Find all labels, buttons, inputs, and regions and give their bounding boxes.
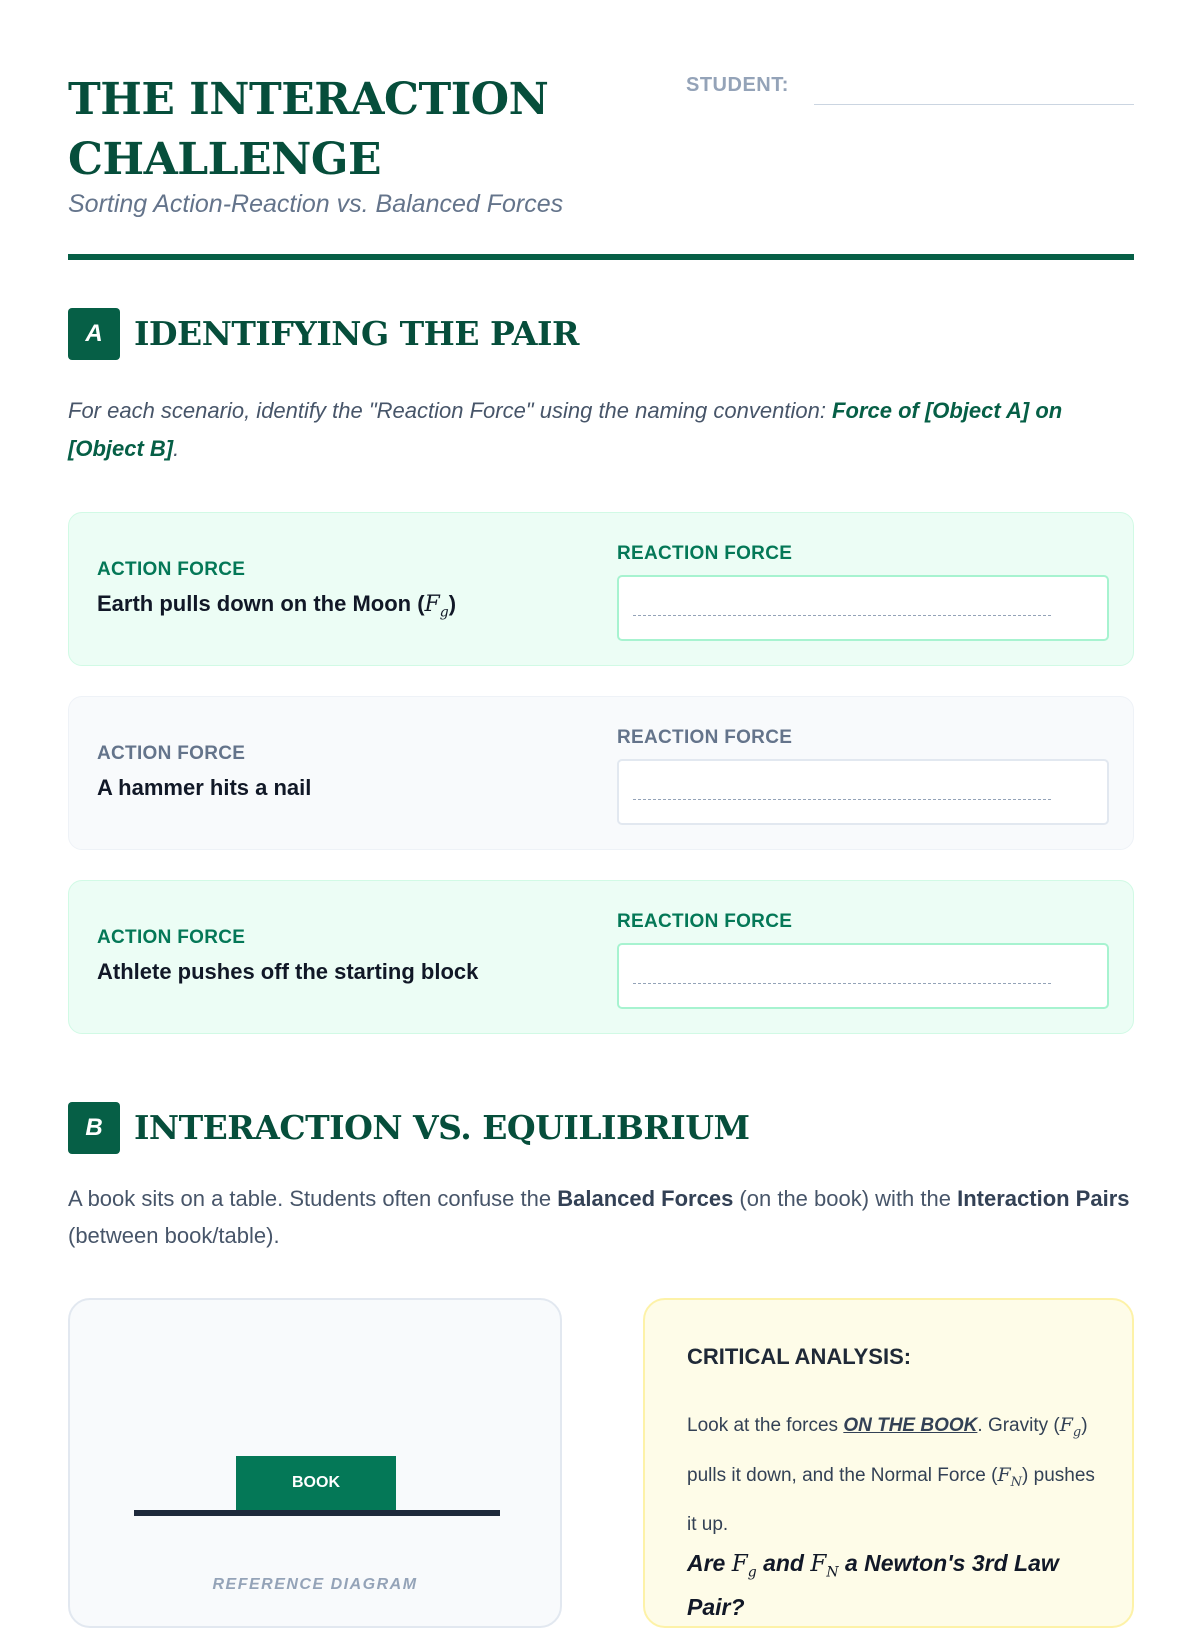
section-a-title: IDENTIFYING THE PAIR (134, 314, 579, 353)
section-b-heading (68, 1102, 1134, 1156)
student-label: STUDENT: (686, 74, 789, 96)
scenario-card (68, 880, 1134, 1034)
gravity-subscript: g (747, 1564, 757, 1581)
scenario-card (68, 512, 1134, 666)
reaction-force-label: REACTION FORCE (617, 911, 793, 932)
answer-line (633, 615, 1051, 616)
worksheet-header (68, 70, 1134, 260)
scenario-card (68, 696, 1134, 850)
reaction-force-label: REACTION FORCE (617, 543, 793, 564)
intro-text: A book sits on a table. Students often confuse the (68, 1186, 558, 1211)
page-subtitle: Sorting Action-Reaction vs. Balanced Forces (68, 190, 564, 218)
action-force-text (97, 591, 456, 620)
section-a-badge: A (68, 308, 120, 360)
action-close: ) (448, 591, 457, 616)
on-the-book-emphasis: ON THE BOOK (843, 1415, 978, 1436)
page-title: THE INTERACTION CHALLENGE (68, 74, 549, 185)
table-surface (134, 1510, 500, 1516)
analysis-text (687, 1404, 1095, 1546)
question-part: and (756, 1550, 811, 1576)
analysis-text-part: ) pushes it up. (687, 1464, 1095, 1535)
analysis-question (687, 1546, 1095, 1624)
action-text: Earth pulls down on the Moon ( (97, 591, 425, 616)
normal-subscript: N (826, 1564, 839, 1581)
reference-diagram (68, 1298, 562, 1628)
book-block: BOOK (236, 1456, 396, 1510)
diagram-caption: REFERENCE DIAGRAM (212, 1576, 418, 1593)
intro-text: (on the book) with the (733, 1186, 958, 1211)
question-part: Are (687, 1550, 732, 1576)
gravity-subscript: g (1072, 1424, 1082, 1440)
normal-subscript: N (1010, 1474, 1023, 1490)
critical-analysis-box (643, 1298, 1134, 1628)
reaction-force-input[interactable] (617, 575, 1109, 641)
naming-convention: Force of [Object A] on [Object B] (68, 398, 1063, 461)
interaction-pairs-term: Interaction Pairs (957, 1186, 1130, 1211)
section-b-intro (68, 1180, 1134, 1254)
section-a-heading (68, 308, 1134, 362)
answer-line (633, 983, 1051, 984)
section-a-instructions (68, 392, 1134, 468)
analysis-text-part: . Gravity ( (977, 1415, 1060, 1436)
action-force-label: ACTION FORCE (97, 559, 246, 580)
section-b-title: INTERACTION VS. EQUILIBRIUM (134, 1108, 750, 1147)
normal-symbol: F (997, 1463, 1011, 1486)
header-divider (68, 254, 1134, 260)
action-force-text: A hammer hits a nail (97, 775, 312, 800)
student-name-field[interactable] (814, 104, 1134, 105)
section-b-badge: B (68, 1102, 120, 1154)
intro-text: (between book/table). (68, 1223, 280, 1248)
reaction-force-input[interactable] (617, 943, 1109, 1009)
instructions-end: . (173, 436, 180, 461)
question-part: a Newton's 3rd Law Pair? (687, 1550, 1059, 1620)
action-force-text: Athlete pushes off the starting block (97, 959, 479, 984)
instructions-text: For each scenario, identify the "Reaction Force" using the naming convention: (68, 398, 833, 423)
gravity-symbol: F (731, 1551, 748, 1577)
analysis-text-part: ) pulls it down, and the Normal Force ( (687, 1415, 1088, 1486)
normal-symbol: F (810, 1551, 827, 1577)
reaction-force-input[interactable] (617, 759, 1109, 825)
analysis-title: CRITICAL ANALYSIS: (687, 1344, 912, 1369)
gravity-symbol: F (1059, 1414, 1073, 1436)
answer-line (633, 799, 1051, 800)
analysis-text-part: Look at the forces (687, 1415, 844, 1436)
force-symbol: F (424, 592, 440, 617)
action-force-label: ACTION FORCE (97, 743, 246, 764)
balanced-forces-term: Balanced Forces (557, 1186, 734, 1211)
force-subscript: g (439, 604, 449, 621)
action-force-label: ACTION FORCE (97, 927, 246, 948)
reaction-force-label: REACTION FORCE (617, 727, 793, 748)
